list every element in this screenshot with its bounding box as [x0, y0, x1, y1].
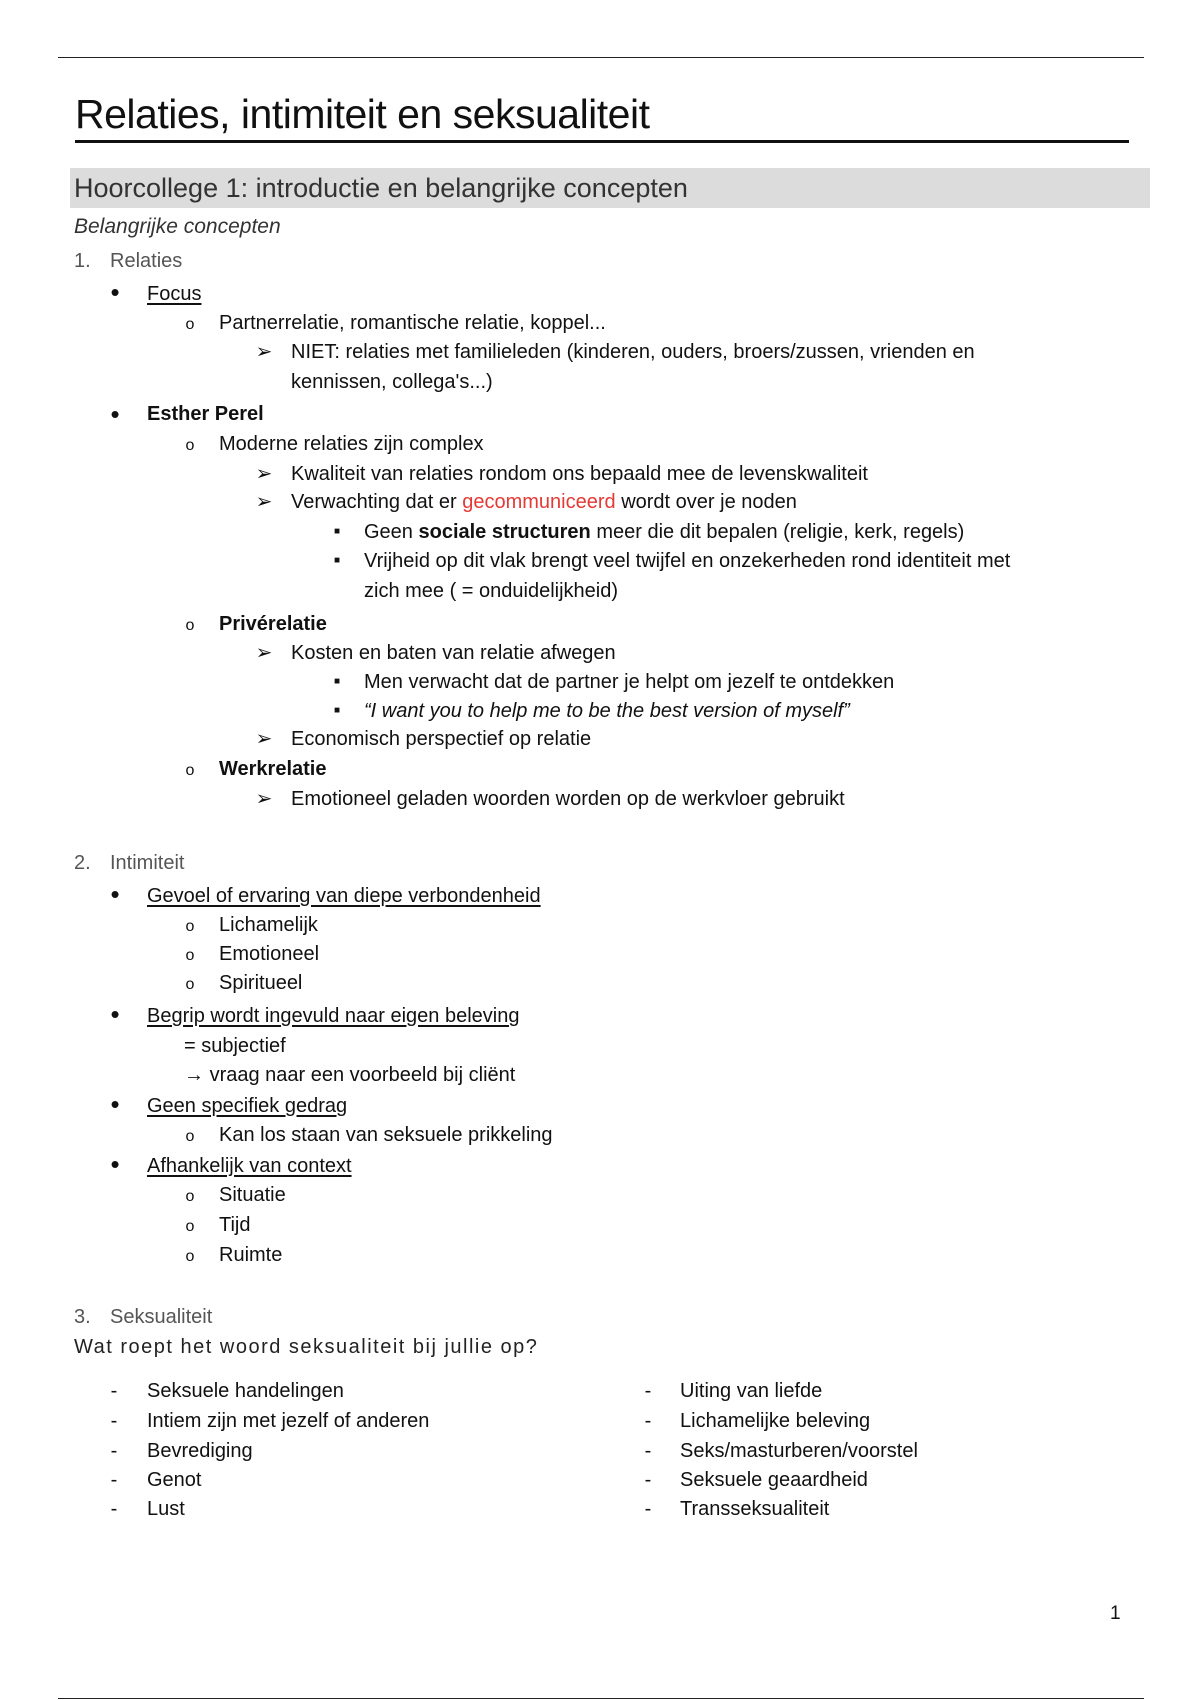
- bullet-icon: •: [110, 879, 120, 909]
- geen-structuren-item: [364, 518, 964, 546]
- verwachting-text-start: Verwachting dat er: [291, 491, 463, 513]
- dash-bullet-icon: -: [644, 1410, 652, 1432]
- afhankelijk-label: Afhankelijk van context: [147, 1155, 352, 1177]
- spiritueel-item: Spiritueel: [219, 972, 303, 994]
- partner-item: Partnerrelatie, romantische relatie, koppel...: [219, 312, 606, 334]
- circle-bullet-icon: o: [185, 437, 195, 454]
- circle-bullet-icon: o: [185, 918, 195, 935]
- square-bullet-icon: ■: [333, 705, 341, 716]
- geen-text-end: meer die dit bepalen (religie, kerk, regels): [590, 521, 965, 543]
- list-item: Transseksualiteit: [680, 1498, 830, 1520]
- list-item: Seksuele geaardheid: [680, 1469, 868, 1491]
- subjectief-note: = subjectief: [184, 1035, 286, 1057]
- ruimte-item: Ruimte: [219, 1244, 283, 1266]
- vrijheid-item-line2: zich mee ( = onduidelijkheid): [364, 580, 619, 602]
- list-item: Lust: [147, 1498, 185, 1520]
- men-verwacht-item: Men verwacht dat de partner je helpt om jezelf te ontdekken: [364, 671, 895, 693]
- section-3-number: 3.: [74, 1306, 91, 1328]
- bullet-icon: •: [110, 277, 120, 307]
- niet-item-line2: kennissen, collega's...): [291, 371, 493, 393]
- quote-item: “I want you to help me to be the best version of myself”: [364, 700, 850, 722]
- dash-bullet-icon: -: [110, 1440, 118, 1462]
- document-title: Relaties, intimiteit en seksualiteit: [75, 88, 1129, 143]
- verwachting-item: [291, 488, 797, 516]
- circle-bullet-icon: o: [185, 1218, 195, 1235]
- circle-bullet-icon: o: [185, 617, 195, 634]
- werkrelatie-label: Werkrelatie: [219, 758, 327, 780]
- question-text: Wat roept het woord seksualiteit bij jullie op?: [74, 1336, 539, 1358]
- dash-bullet-icon: -: [110, 1498, 118, 1520]
- kosten-item: Kosten en baten van relatie afwegen: [291, 642, 616, 664]
- dash-bullet-icon: -: [644, 1498, 652, 1520]
- section-1-title: Relaties: [110, 250, 183, 272]
- bullet-icon: •: [110, 399, 120, 429]
- lichamelijk-item: Lichamelijk: [219, 914, 318, 936]
- square-bullet-icon: ■: [333, 526, 341, 537]
- esther-perel-label: Esther Perel: [147, 403, 264, 425]
- bullet-icon: •: [110, 1149, 120, 1179]
- bottom-divider: [58, 1698, 1144, 1699]
- list-item: Lichamelijke beleving: [680, 1410, 871, 1432]
- verwachting-text-end: wordt over je noden: [615, 491, 797, 513]
- moderne-item: Moderne relaties zijn complex: [219, 433, 484, 455]
- circle-bullet-icon: o: [185, 316, 195, 333]
- geen-gedrag-label: Geen specifiek gedrag: [147, 1095, 348, 1117]
- arrowhead-bullet-icon: ➢: [255, 642, 273, 664]
- kwaliteit-item: Kwaliteit van relaties rondom ons bepaald mee de levenskwaliteit: [291, 463, 868, 485]
- gevoel-label: Gevoel of ervaring van diepe verbondenheid: [147, 885, 541, 907]
- section-1-number: 1.: [74, 250, 91, 272]
- circle-bullet-icon: o: [185, 947, 195, 964]
- section-2-number: 2.: [74, 852, 91, 874]
- circle-bullet-icon: o: [185, 1188, 195, 1205]
- focus-label: Focus: [147, 283, 202, 305]
- begrip-label: Begrip wordt ingevuld naar eigen beleving: [147, 1005, 520, 1027]
- dash-bullet-icon: -: [110, 1410, 118, 1432]
- dash-bullet-icon: -: [644, 1469, 652, 1491]
- vraag-text: vraag naar een voorbeeld bij cliënt: [209, 1064, 516, 1086]
- list-item: Genot: [147, 1469, 202, 1491]
- dash-bullet-icon: -: [110, 1469, 118, 1491]
- list-item: Seks/masturberen/voorstel: [680, 1440, 918, 1462]
- bullet-icon: •: [110, 1089, 120, 1119]
- circle-bullet-icon: o: [185, 762, 195, 779]
- section-3-title: Seksualiteit: [110, 1306, 213, 1328]
- square-bullet-icon: ■: [333, 676, 341, 687]
- circle-bullet-icon: o: [185, 976, 195, 993]
- dash-bullet-icon: -: [110, 1380, 118, 1402]
- subheading: Belangrijke concepten: [74, 215, 281, 238]
- highlighted-word: gecommuniceerd: [462, 491, 616, 513]
- dash-bullet-icon: -: [644, 1440, 652, 1462]
- bullet-icon: •: [110, 999, 120, 1029]
- arrowhead-bullet-icon: ➢: [255, 463, 273, 485]
- arrowhead-bullet-icon: ➢: [255, 788, 273, 810]
- page-number: 1: [1110, 1603, 1121, 1624]
- arrowhead-bullet-icon: ➢: [255, 491, 273, 513]
- privérelatie-label: Privérelatie: [219, 613, 327, 635]
- arrowhead-bullet-icon: ➢: [255, 728, 273, 750]
- circle-bullet-icon: o: [185, 1248, 195, 1265]
- list-item: Bevrediging: [147, 1440, 253, 1462]
- economisch-item: Economisch perspectief op relatie: [291, 728, 592, 750]
- geen-text-start: Geen: [364, 521, 419, 543]
- list-item: Intiem zijn met jezelf of anderen: [147, 1410, 430, 1432]
- list-item: Uiting van liefde: [680, 1380, 823, 1402]
- emotioneel-woorden-item: Emotioneel geladen woorden worden op de werkvloer gebruikt: [291, 788, 845, 810]
- vraag-note: [184, 1061, 515, 1089]
- situatie-item: Situatie: [219, 1184, 286, 1206]
- section-2-title: Intimiteit: [110, 852, 185, 874]
- right-arrow-icon: →: [184, 1064, 204, 1086]
- square-bullet-icon: ■: [333, 555, 341, 566]
- arrowhead-bullet-icon: ➢: [255, 341, 273, 363]
- emotioneel-item: Emotioneel: [219, 943, 320, 965]
- list-item: Seksuele handelingen: [147, 1380, 344, 1402]
- lecture-heading: Hoorcollege 1: introductie en belangrijke concepten: [74, 173, 688, 203]
- dash-bullet-icon: -: [644, 1380, 652, 1402]
- tijd-item: Tijd: [219, 1214, 251, 1236]
- top-divider: [58, 57, 1144, 58]
- los-item: Kan los staan van seksuele prikkeling: [219, 1124, 553, 1146]
- bold-term: sociale structuren: [418, 521, 591, 543]
- circle-bullet-icon: o: [185, 1128, 195, 1145]
- vrijheid-item-line1: Vrijheid op dit vlak brengt veel twijfel en onzekerheden rond identiteit met: [364, 550, 1011, 572]
- niet-item-line1: NIET: relaties met familieleden (kinderen, ouders, broers/zussen, vrienden en: [291, 341, 975, 363]
